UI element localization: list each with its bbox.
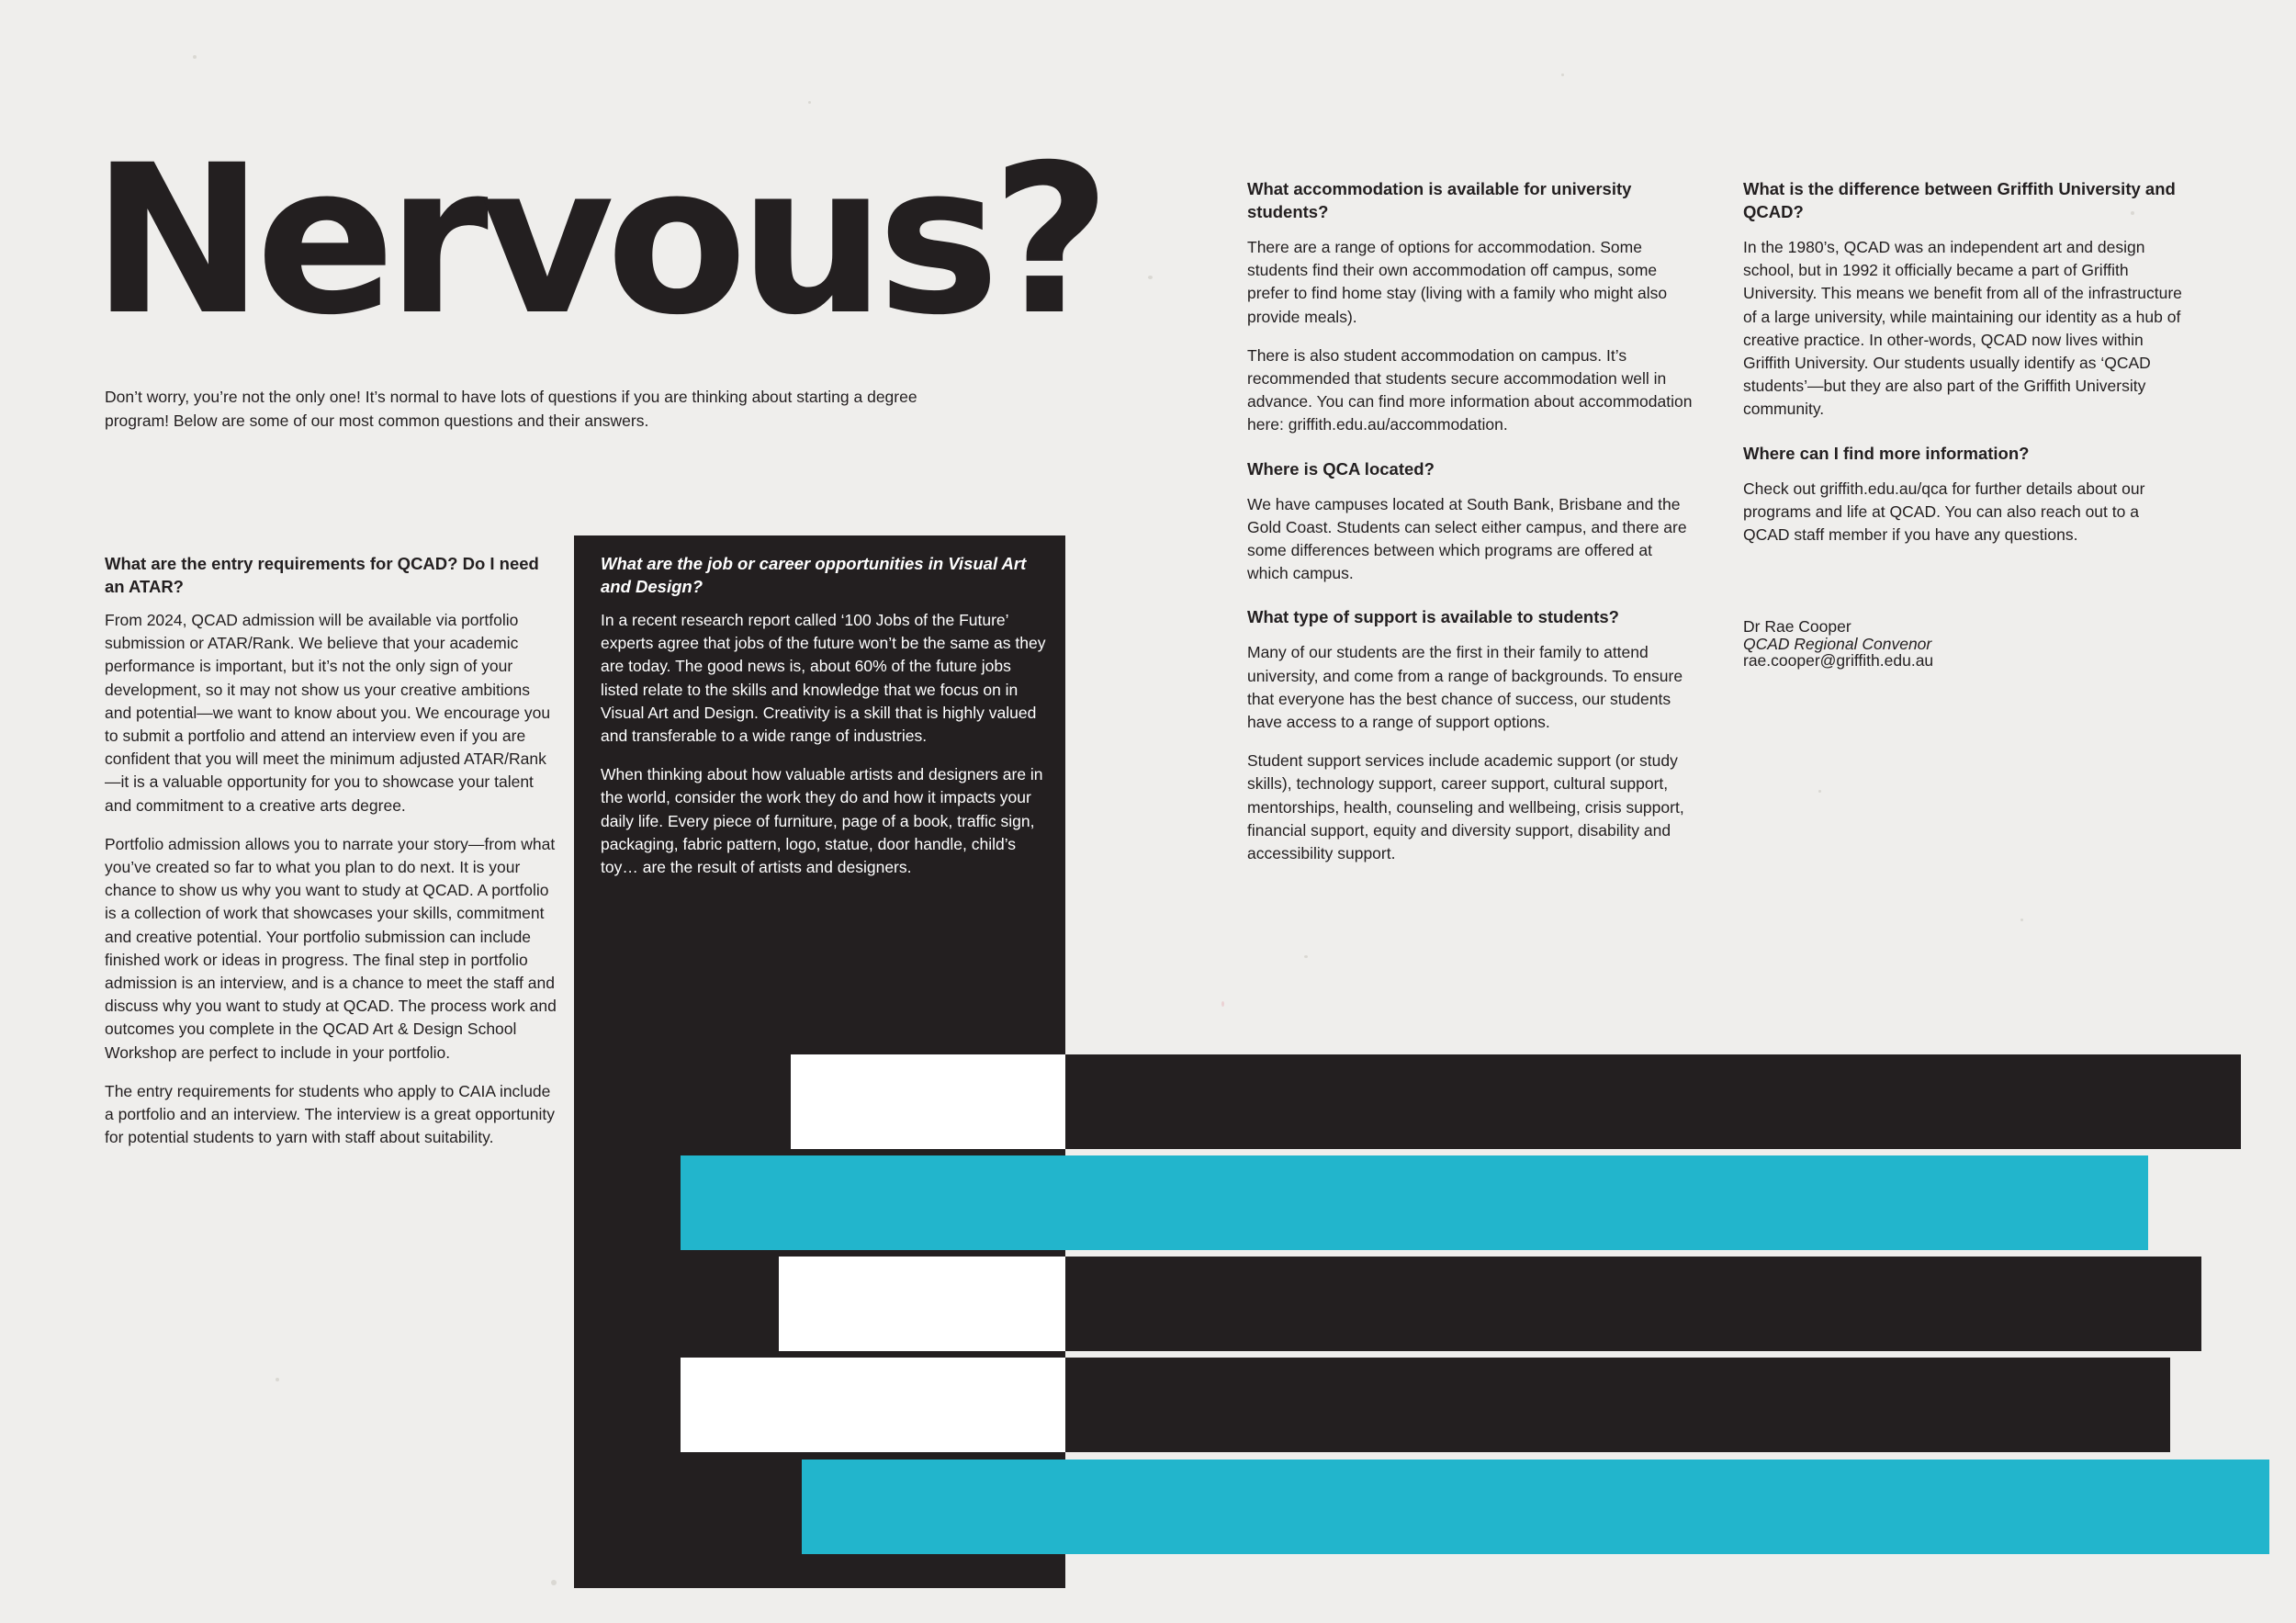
faq-paragraph: In a recent research report called ‘100 Jobs of the Future’ experts agree that jobs of the future won’t be the same as they are today. The good news is, about 60% of the future jobs listed relate to the skills and knowledge that we focus on in Visual Art and Design. Creativity is a skill that is highly valued and transferable to a wide range of industries. [601,611,1046,746]
faq-entry-requirements [105,552,557,1165]
faq-paragraph: Portfolio admission allows you to narrate your story—from what you’ve created so far to what you plan to do next. It is your chance to show us why you want to study at QCAD. A portfolio is a collection of work that showcases your skills, commitment and creative potential. Your portfolio submission can include finished work or ideas in progress. The final step in portfolio admission is an interview, and is a chance to meet the staff and discuss why you want to study at QCAD. The process work and outcomes you complete in the QCAD Art & Design School Workshop are perfect to include in your portfolio. [105,834,557,1062]
faq-question: Where can I find more information? [1743,443,2030,463]
bar-2-teal [681,1155,2148,1250]
faq-more-info [1743,442,2184,547]
faq-accommodation [1247,177,1694,437]
faq-question: What are the job or career opportunities in Visual Art and Design? [601,554,1027,596]
signature-name: Dr Rae Cooper [1743,617,1851,636]
signature-block [1743,618,2110,670]
headline: Nervous? [92,120,1103,360]
faq-support [1247,605,1694,865]
faq-column-right-a [1247,177,1694,881]
faq-question: Where is QCA located? [1247,458,1435,479]
bar-5-teal [802,1460,2269,1554]
faq-question: What type of support is available to students? [1247,607,1619,627]
intro-text: Don’t worry, you’re not the only one! It’s normal to have lots of questions if you are thinking about starting a degree program! Below are some of our most common questions and their answers. [105,388,917,430]
faq-paragraph: Student support services include academic support (or study skills), technology support, career support, cultural support, mentorships, health, counseling and wellbeing, crisis support, financial support, equity and diversity support, disability and accessibility support. [1247,751,1684,863]
bar-4-white [681,1358,1065,1452]
faq-paragraph: Many of our students are the first in their family to attend university, and come from a range of backgrounds. To ensure that everyone has the best chance of success, our students have access to a range of support options. [1247,643,1683,732]
bar-3-dark [1065,1257,2201,1351]
faq-question: What accommodation is available for university students? [1247,179,1632,221]
faq-careers [601,552,1048,895]
faq-paragraph: There are a range of options for accommodation. Some students find their own accommodation off campus, some prefer to find home stay (living with a family who might also provide meals). [1247,238,1668,326]
faq-paragraph: In the 1980’s, QCAD was an independent art and design school, but in 1992 it officially became a part of Griffith University. This means we benefit from all of the infrastructure of a large university, while maintaining our identity as a hub of creative practice. In other-words, QCAD now lives within Griffith University. Our students usually identify as ‘QCAD students’—but they are also part of the Griffith University community. [1743,238,2182,419]
signature-role: QCAD Regional Convenor [1743,634,1932,653]
faq-paragraph: Check out griffith.edu.au/qca for further details about our programs and life at QCAD. You can also reach out to a QCAD staff member if you have any questions. [1743,479,2145,545]
faq-paragraph: From 2024, QCAD admission will be available via portfolio submission or ATAR/Rank. We believe that your academic performance is important, but it’s not the only sign of your development, so it may not show us your creative ambitions and potential—we want to know about you. We encourage you to submit a portfolio and attend an interview even if you are confident that you will meet the minimum adjusted ATAR/Rank—it is a valuable opportunity for you to showcase your talent and commitment to a creative arts degree. [105,611,551,815]
faq-location [1247,457,1694,586]
faq-column-right-b [1743,177,2184,562]
faq-paragraph: We have campuses located at South Bank, Brisbane and the Gold Coast. Students can select either campus, and there are some differences between which programs are offered at which campus. [1247,494,1687,583]
faq-paragraph: When thinking about how valuable artists and designers are in the world, consider the work they do and how it impacts your daily life. Every piece of furniture, page of a book, traffic sign, packaging, fabric pattern, logo, statue, door handle, child’s toy… are the result of artists and designers. [601,765,1043,877]
bar-1-dark [1065,1054,2241,1149]
faq-question: What are the entry requirements for QCAD? Do I need an ATAR? [105,554,539,596]
bar-4-dark [1065,1358,2170,1452]
faq-question: What is the difference between Griffith University and QCAD? [1743,179,2176,221]
faq-paragraph: The entry requirements for students who apply to CAIA include a portfolio and an interview. The interview is a great opportunity for potential students to yarn with staff about suitability. [105,1081,555,1147]
signature-email: rae.cooper@griffith.edu.au [1743,651,1934,670]
faq-difference [1743,177,2184,422]
bar-1-white [791,1054,1065,1149]
faq-paragraph: There is also student accommodation on campus. It’s recommended that students secure accommodation well in advance. You can find more information about accommodation here: griffith.edu.au/accommodation. [1247,345,1693,434]
bar-3-white [779,1257,1065,1351]
